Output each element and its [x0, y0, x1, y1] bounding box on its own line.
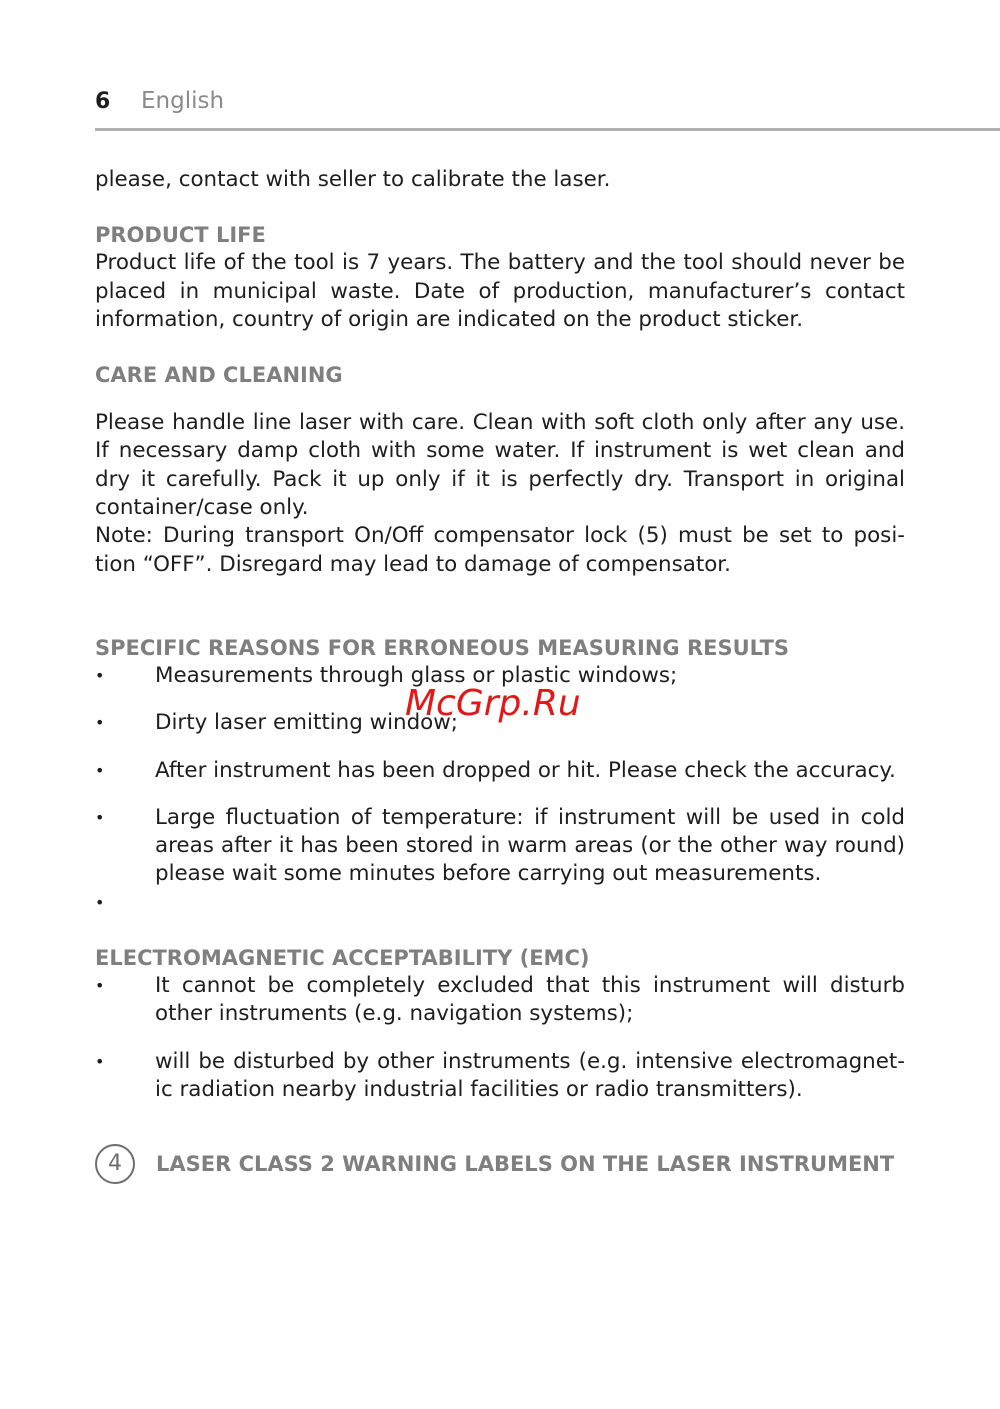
errors-list [95, 662, 905, 917]
bullet-icon: • [95, 1051, 105, 1071]
product-life-text: Product life of the tool is 7 years. The battery and the tool should never be placed in municipal waste. Date of production, manufacturer’s contact information, country of origin are indicated on the product sticker. [95, 250, 905, 332]
list-item [95, 972, 905, 1029]
page-header [95, 88, 224, 124]
intro-text: please, contact with seller to calibrate the laser. [95, 167, 611, 192]
header-divider [95, 128, 1000, 131]
list-item-text: will be disturbed by other instruments (e.g. intensive electromagnet-ic radiation nearby industrial facilities or radio transmitters). [155, 1048, 905, 1102]
list-item [95, 662, 905, 690]
section-number-badge: 4 [95, 1144, 135, 1184]
bullet-icon: • [95, 713, 105, 733]
list-item-text: Large fluctuation of temperature: if instrument will be used in cold areas after it has been stored in warm areas (or the other way round) please wait some minutes before carrying out measurements. [155, 804, 905, 887]
errors-heading: SPECIFIC REASONS FOR ERRONEOUS MEASURING RESULTS [95, 635, 790, 660]
warning-labels-section [95, 1144, 905, 1184]
bullet-icon: • [95, 665, 105, 685]
page-number: 6 [95, 89, 111, 114]
list-item-text: After instrument has been dropped or hit. Please check the accuracy. [155, 757, 896, 783]
list-item-empty [95, 889, 905, 917]
watermark: McGrp.Ru [405, 683, 581, 724]
list-item-text: Measurements through glass or plastic windows; [155, 662, 678, 688]
language-label: English [141, 88, 225, 114]
list-item-text: It cannot be completely excluded that this instrument will disturb other instruments (e.g. navigation systems); [155, 973, 905, 1027]
list-item [95, 709, 905, 737]
bullet-icon: • [95, 807, 105, 827]
list-item-text: Dirty laser emitting window; [155, 710, 458, 736]
list-item [95, 757, 905, 785]
care-heading: CARE AND CLEANING [95, 363, 343, 388]
bullet-icon: • [95, 976, 105, 996]
product-life-heading: PRODUCT LIFE [95, 223, 266, 248]
page-content [95, 166, 905, 1184]
list-item [95, 1048, 905, 1105]
bullet-icon: • [95, 760, 105, 780]
list-item [95, 804, 905, 889]
care-note: Note: During transport On/Off compensator lock (5) must be set to posi-tion “OFF”. Disregard may lead to damage of compensator. [95, 523, 905, 577]
warning-labels-heading: LASER CLASS 2 WARNING LABELS ON THE LASER INSTRUMENT [156, 1152, 895, 1177]
emc-list [95, 972, 905, 1104]
bullet-icon: • [95, 892, 105, 912]
care-text: Please handle line laser with care. Clean with soft cloth only after any use. If necessary damp cloth with some water. If instrument is wet clean and dry it carefully. Pack it up only if it is perfectly dry. Transport in original container/case only. [95, 410, 905, 521]
emc-heading: ELECTROMAGNETIC ACCEPTABILITY (EMC) [95, 946, 590, 971]
